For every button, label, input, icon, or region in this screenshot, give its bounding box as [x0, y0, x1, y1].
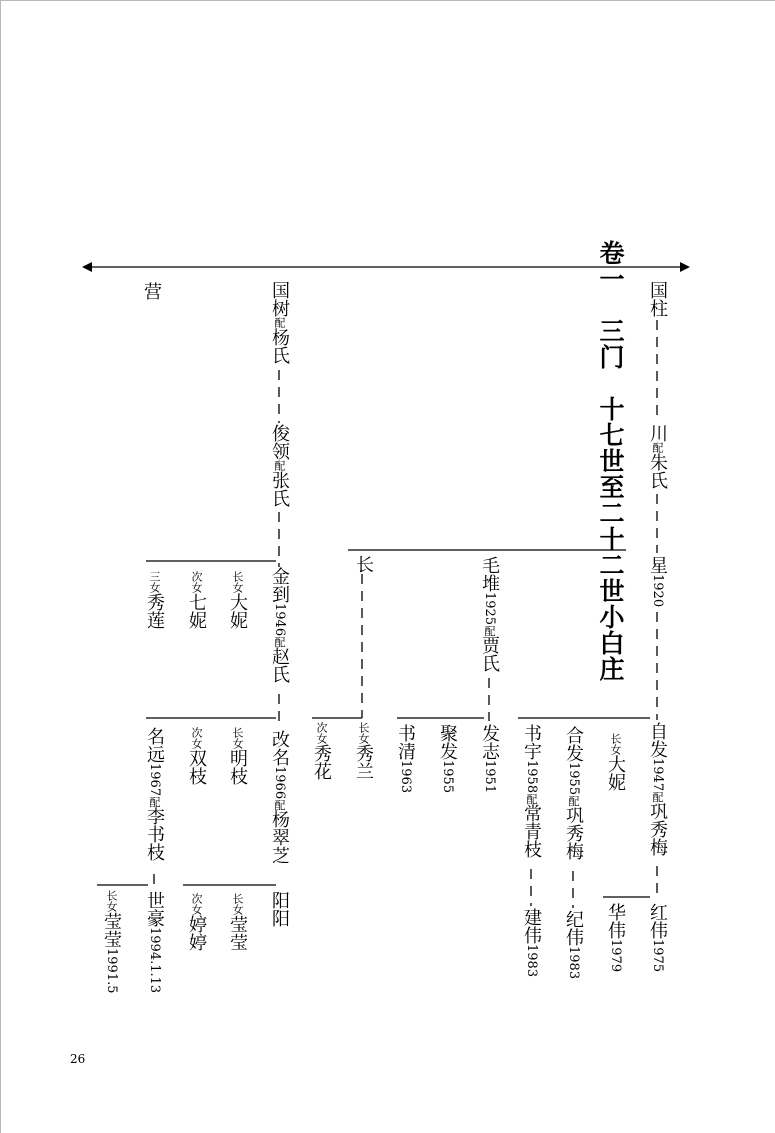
person-name: 大妮: [605, 755, 626, 791]
spouse-name: 贾氏: [479, 636, 500, 673]
birth-year: 1955: [440, 760, 455, 794]
person-name: 书清: [395, 724, 416, 760]
person-dani-right: [606, 733, 624, 791]
daughter-order: 次女: [315, 722, 328, 744]
person-name: 毛堆: [479, 556, 500, 592]
person-name: 秀莲: [144, 593, 165, 629]
birth-year: 1947: [650, 758, 665, 792]
page-number: 26: [70, 1052, 86, 1066]
person-yingying-a: [228, 893, 246, 951]
birth-year: 1951: [482, 760, 497, 794]
person-name: 莹莹: [227, 915, 248, 951]
daughter-order: 长女: [357, 722, 370, 744]
pei-label: 配: [273, 799, 286, 811]
daughter-order: 次女: [190, 727, 203, 749]
pei-label: 配: [273, 460, 286, 471]
person-name: 俊领: [269, 424, 290, 460]
pei-label: 配: [273, 636, 286, 648]
person-name: 自发: [647, 722, 668, 758]
person-name: 红伟: [647, 903, 668, 939]
birth-year: 1955: [566, 762, 581, 796]
person-mingyuan: [145, 727, 163, 861]
person-shuqing: [396, 724, 414, 793]
person-name: 纪伟: [563, 910, 584, 946]
daughter-order: 次女: [190, 571, 203, 593]
person-maodui: [480, 556, 498, 672]
birth-year: 1983: [524, 944, 539, 978]
person-shuyu: [522, 724, 540, 858]
daughter-order: 三女: [148, 571, 161, 593]
birth-year: 1958: [524, 760, 539, 794]
person-xiuhua: [312, 722, 330, 780]
person-dani-left: [228, 571, 246, 629]
birth-year: 1991.5: [104, 948, 119, 994]
person-name: 合发: [563, 726, 584, 762]
person-name: 聚发: [437, 724, 458, 760]
spouse-name: 巩秀梅: [647, 802, 668, 857]
person-name: 婷婷: [186, 915, 207, 951]
birth-year: 1963: [398, 760, 413, 794]
daughter-order: 长女: [231, 893, 244, 915]
pei-label: 配: [651, 791, 664, 803]
person-jianwei: [522, 908, 540, 977]
person-xiulan: [354, 722, 372, 780]
arrow-head-right: [680, 262, 690, 272]
pei-label: 配: [483, 625, 496, 637]
person-name: 金到: [269, 567, 290, 603]
person-xing: [648, 556, 666, 607]
person-shihao: [145, 891, 163, 993]
person-name: 莹莹: [101, 912, 122, 948]
person-qini: [187, 571, 205, 629]
birth-year: 1946: [272, 603, 287, 637]
spouse-name: 朱氏: [647, 453, 668, 489]
daughter-order: 长女: [231, 727, 244, 749]
birth-year: 1983: [566, 946, 581, 980]
person-name: 大妮: [227, 593, 248, 629]
spouse-name: 常青枝: [521, 804, 542, 859]
daughter-order: 次女: [190, 893, 203, 915]
person-zhang: 长: [353, 555, 374, 573]
person-tingting: [187, 893, 205, 951]
person-shuangzhi: [187, 727, 205, 785]
pei-label: 配: [148, 796, 161, 808]
person-jufa: [438, 724, 456, 793]
daughter-order: 长女: [105, 890, 118, 912]
person-yangyang: 阳阳: [269, 891, 290, 927]
person-name: 七妮: [186, 593, 207, 629]
spouse-name: 杨氏: [269, 328, 290, 364]
person-name: 秀花: [311, 744, 332, 780]
person-name: 双枝: [186, 749, 207, 785]
birth-year: 1920: [650, 574, 665, 608]
arrow-head-left: [82, 262, 92, 272]
person-hongwei: [648, 903, 666, 972]
person-name: 改名: [269, 730, 290, 766]
spouse-name: 赵氏: [269, 647, 290, 684]
person-name: 世豪: [144, 891, 165, 927]
person-name: 发志: [479, 724, 500, 760]
person-fazhi: [480, 724, 498, 793]
person-name: 国树: [269, 281, 290, 317]
spouse-name: 巩秀梅: [563, 806, 584, 861]
birth-year: 1967: [147, 763, 162, 797]
person-jindao: [270, 567, 288, 683]
pei-label: 配: [525, 793, 538, 805]
spouse-name: 张氏: [269, 471, 290, 507]
birth-year: 1975: [650, 939, 665, 973]
spouse-name: 杨翠芝: [269, 810, 290, 865]
person-mingzhi: [228, 727, 246, 785]
pei-label: 配: [651, 442, 664, 453]
person-junling: [270, 424, 288, 507]
person-ying: 营: [141, 282, 162, 300]
pei-label: 配: [567, 795, 580, 807]
daughter-order: 长女: [231, 571, 244, 593]
birth-year: 1994.1.13: [147, 927, 162, 994]
person-huawei: [606, 903, 624, 972]
person-xiulian: [145, 571, 163, 629]
person-name: 明枝: [227, 749, 248, 785]
birth-year: 1979: [608, 939, 623, 973]
person-name: 建伟: [521, 908, 542, 944]
daughter-order: 长女: [609, 733, 622, 755]
person-name: 川: [647, 424, 668, 442]
birth-year: 1966: [272, 766, 287, 800]
person-guozhu: 国柱: [647, 281, 668, 317]
person-name: 名远: [144, 727, 165, 763]
person-name: 星: [647, 556, 668, 574]
person-zifa: [648, 722, 666, 856]
person-yingying-b: [102, 890, 120, 994]
person-name: 书宇: [521, 724, 542, 760]
person-chuan: [648, 424, 666, 489]
person-guoshu: [270, 281, 288, 364]
person-hefa: [564, 726, 582, 860]
person-name: 华伟: [605, 903, 626, 939]
birth-year: 1925: [482, 592, 497, 626]
spouse-name: 李书枝: [144, 807, 165, 862]
pei-label: 配: [273, 317, 286, 328]
person-name: 秀兰: [353, 744, 374, 780]
person-jiwei: [564, 910, 582, 979]
page-title: 卷一 三门 十七世至二十二世小白庄: [596, 240, 625, 682]
person-gaiming: [270, 730, 288, 864]
